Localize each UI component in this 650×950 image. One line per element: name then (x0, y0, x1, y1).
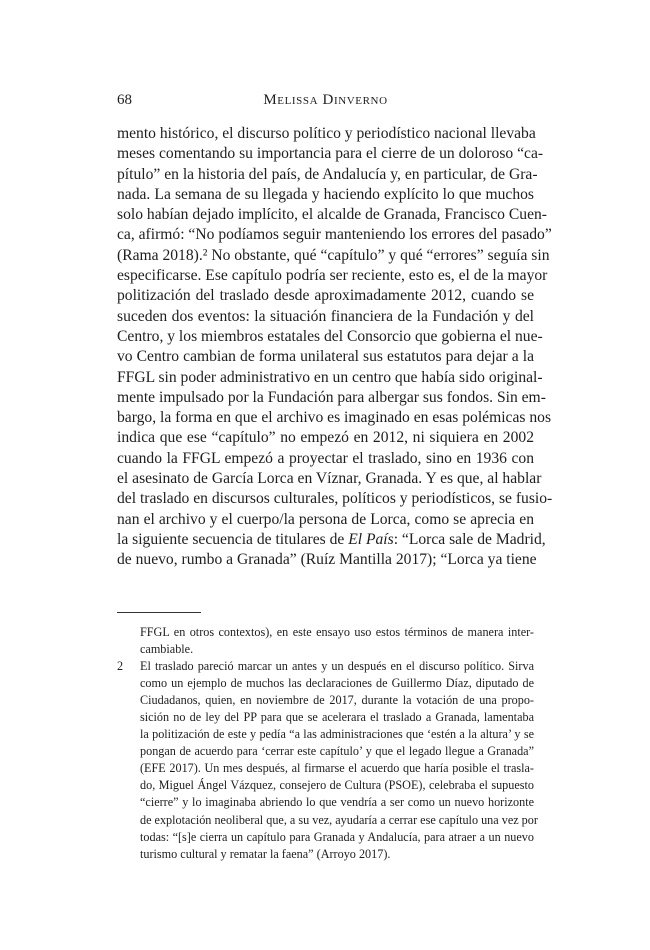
body-line: especificarse. Ese capítulo podría ser reciente, esto es, el de la mayor (117, 267, 548, 285)
body-line: solo habían dejado implícito, el alcalde de Granada, Francisco Cuen- (117, 206, 547, 224)
footnote-2 (117, 658, 538, 863)
footnotes (117, 624, 538, 863)
body-line: suceden dos eventos: la situación financiera de la Fundación y del (117, 307, 534, 325)
body-line: pítulo” en la historia del país, de Andalucía y, en particular, de Gra- (117, 165, 538, 183)
body-line: bargo, la forma en que el archivo es imaginado en esas polémicas nos (117, 409, 552, 427)
body-text (117, 124, 553, 571)
footnote-divider (117, 612, 201, 613)
body-line-text: : “Lorca sale de Madrid, (393, 530, 546, 548)
page-number: 68 (117, 92, 132, 108)
footnote-line: “cierre” y lo imaginaba abriendo lo que vendría a ser como un nuevo horizonte (140, 795, 534, 810)
body-line: de nuevo, rumbo a Granada” (Ruíz Mantilla 2017); “Lorca ya tiene (117, 551, 537, 569)
body-line: nada. La semana de su llegada y haciendo explícito lo que muchos (117, 185, 534, 203)
footnote-continued-line: cambiable. (140, 642, 194, 657)
body-line-text: la siguiente secuencia de titulares de (117, 530, 345, 548)
body-line: nan el archivo y el cuerpo/la persona de Lorca, como se aprecia en (117, 510, 534, 528)
body-line: Centro, y los miembros estatales del Consorcio que gobierna el nue- (117, 327, 543, 345)
footnote-line: la politización de este y pedía “a las administraciones que ‘estén a la altura’ y se (140, 727, 534, 742)
footnote-number: 2 (117, 659, 124, 674)
body-line: mente impulsado por la Fundación para albergar sus fondos. Sin em- (117, 388, 546, 406)
footnote-line: todas: “[s]e cierra un capítulo para Granada y Andalucía, para atraer a un nuevo (140, 829, 534, 844)
body-line: el asesinato de García Lorca en Víznar, Granada. Y es que, al hablar (117, 470, 542, 488)
body-line: politización del traslado desde aproximadamente 2012, cuando se (117, 287, 534, 305)
footnote-line: sición no de ley del PP para que se acelerara el traslado a Granada, lamentaba (140, 710, 534, 725)
footnote-continued-line: FFGL en otros contextos), en este ensayo uso estos términos de manera inter- (140, 625, 534, 639)
body-line: vo Centro cambian de forma unilateral sus estatutos para dejar a la (117, 348, 534, 366)
body-line: meses comentando su importancia para el cierre de un doloroso “ca- (117, 145, 544, 163)
footnote-line: turismo cultural y rematar la faena” (Arroyo 2017). (140, 846, 391, 861)
footnote-line: de explotación neoliberal que, a su vez, ayudaría a cerrar ese capítulo una vez por (140, 812, 538, 827)
footnote-line: (EFE 2017). Un mes después, al firmarse el acuerdo que haría posible el trasla- (140, 761, 534, 776)
body-line: (Rama 2018).² No obstante, qué “capítulo” y qué “errores” seguía sin (117, 246, 550, 264)
body-line: ca, afirmó: “No podíamos seguir manteniendo los errores del pasado” (117, 226, 552, 244)
body-line: cuando la FFGL empezó a proyectar el traslado, sino en 1936 con (117, 449, 534, 467)
body-line: del traslado en discursos culturales, políticos y periodísticos, se fusio- (117, 490, 553, 508)
footnote-line: El traslado pareció marcar un antes y un después en el discurso político. Sirva (140, 659, 534, 674)
running-head-author: Melissa Dinverno (263, 92, 388, 108)
footnote-line: Ciudadanos, quien, en noviembre de 2017, durante la votación de una propo- (140, 693, 534, 708)
footnote-line: do, Miguel Ángel Vázquez, consejero de Cultura (PSOE), celebraba el supuesto (140, 778, 534, 793)
footnote-line: como un ejemplo de muchos las declaraciones de Guillermo Díaz, diputado de (140, 676, 534, 691)
body-line: indica que ese “capítulo” no empezó en 2012, ni siquiera en 2002 (117, 429, 534, 447)
footnote-line: pongan de acuerdo para ‘cerrar este capítulo’ y que el legado llegue a Granada” (140, 744, 534, 759)
body-line-with-italic (117, 530, 546, 550)
body-line: FFGL sin poder administrativo en un centro que había sido original- (117, 368, 543, 386)
body-line: mento histórico, el discurso político y periodístico nacional llevaba (117, 125, 536, 142)
newspaper-title: El País (348, 530, 394, 548)
